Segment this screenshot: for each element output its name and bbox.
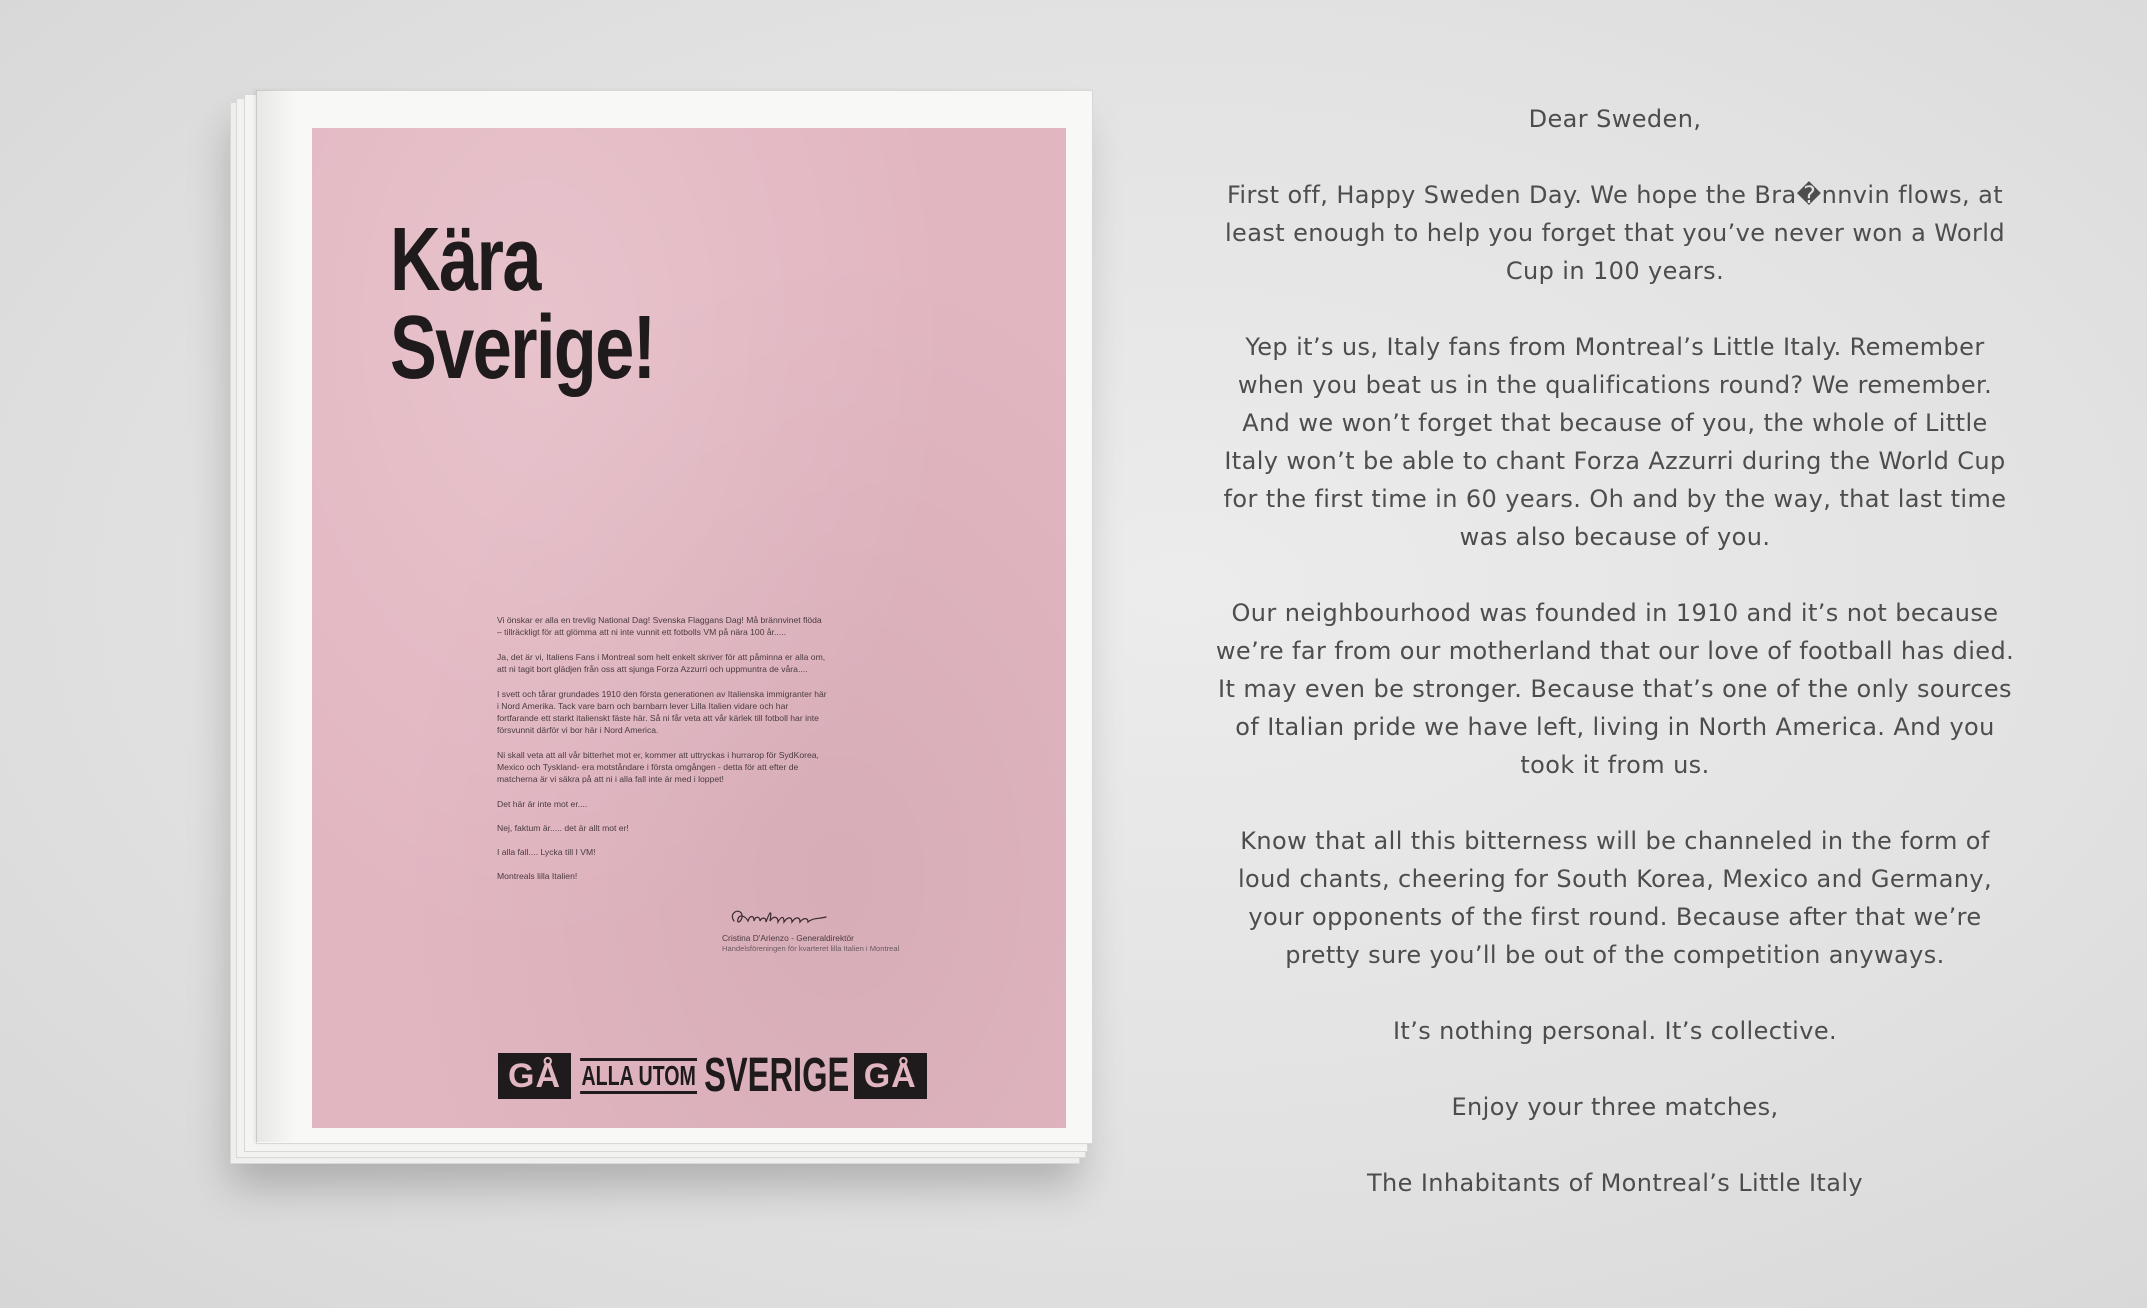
headline-line-2: Sverige! [390, 298, 655, 399]
newspaper-fold-shadow [256, 90, 296, 1142]
english-letter [1212, 100, 2018, 1240]
article-paragraph: Nej, faktum är..... det är allt mot er! [497, 823, 629, 833]
headline-line-1: Kära [390, 210, 540, 310]
letter-paragraph: First off, Happy Sweden Day. We hope the Bra�nnvin flows, at least enough to help you forget that you’ve never won a World Cup in 100 years. [1224, 181, 2005, 285]
letter-greeting: Dear Sweden, [1528, 105, 1702, 133]
signature-block [722, 903, 962, 954]
article-paragraph: Det här är inte mot er.... [497, 799, 588, 809]
ad-article [497, 614, 827, 894]
ad-slogan [498, 1049, 927, 1102]
article-paragraph: I alla fall.... Lycka till I VM! [497, 847, 596, 857]
signature-organization: Handelsföreningen för kvarteret lilla Italien i Montreal [722, 944, 900, 953]
ad-headline [390, 210, 655, 399]
letter-paragraph: It’s nothing personal. It’s collective. [1392, 1017, 1838, 1045]
article-paragraph: Ni skall veta att all vår bitterhet mot er, kommer att uttryckas i hurrarop för SydKorea, Mexico och Tyskland- era motståndare i första omgången - detta för att efter de matcherna är vi säkra på att ni i alla fall inte är med i loppet! [497, 750, 819, 784]
letter-paragraph: Know that all this bitterness will be channeled in the form of loud chants, cheering for South Korea, Mexico and Germany, your opponents of the first round. Because after that we’re pretty sure you’ll be out of the competition anyways. [1237, 827, 1993, 969]
letter-paragraph: Our neighbourhood was founded in 1910 and it’s not because we’re far from our motherland that our love of football has died. It may even be stronger. Because that’s one of the only sources of Italian pride we have left, living in North America. And you took it from us. [1215, 599, 2015, 779]
ad-page [312, 128, 1066, 1128]
slogan-ga-left: GÅ [498, 1053, 571, 1099]
article-paragraph: I svett och tårar grundades 1910 den första generationen av Italienska immigranter här i Nord Amerika. Tack vare barn och barnbarn lever Lilla Italien vidare och har fortfarande ett starkt italienskt fäste här. Så ni får veta att vår kärlek till fotboll har inte försvunnit därför vi bor här i Nord America. [497, 689, 827, 735]
slogan-alla-utom: ALLA UTOM [580, 1058, 697, 1094]
letter-paragraph: Yep it’s us, Italy fans from Montreal’s Little Italy. Remember when you beat us in the qualifications round? We remember. And we won’t forget that because of you, the whole of Little Italy won’t be able to chant Forza Azzurri during the World Cup for the first time in 60 years. Oh and by the way, that last time was also because of you. [1223, 333, 2007, 551]
slogan-sverige: SVERIGE [704, 1049, 850, 1102]
article-paragraph: Ja, det är vi, Italiens Fans i Montreal som helt enkelt skriver för att påminna er alla om, att ni tagit bort glädjen från oss att sjunga Forza Azzurri och uppmuntra de våra.... [497, 652, 826, 674]
article-paragraph: Vi önskar er alla en trevlig National Dag! Svenska Flaggans Dag! Må brännvinet flöda – tillräckligt för att glömma att ni inte vunnit ett fotbolls VM på nära 100 år..... [497, 615, 822, 637]
article-paragraph: Montreals lilla Italien! [497, 871, 578, 881]
handwritten-signature [726, 903, 836, 933]
letter-sign-off: The Inhabitants of Montreal’s Little Italy [1366, 1169, 1864, 1197]
signature-name: Cristina D'Arienzo - Generaldirektör [722, 933, 854, 943]
letter-closing: Enjoy your three matches, [1451, 1093, 1779, 1121]
newspaper [230, 90, 1100, 1180]
slogan-ga-right: GÅ [854, 1053, 927, 1099]
